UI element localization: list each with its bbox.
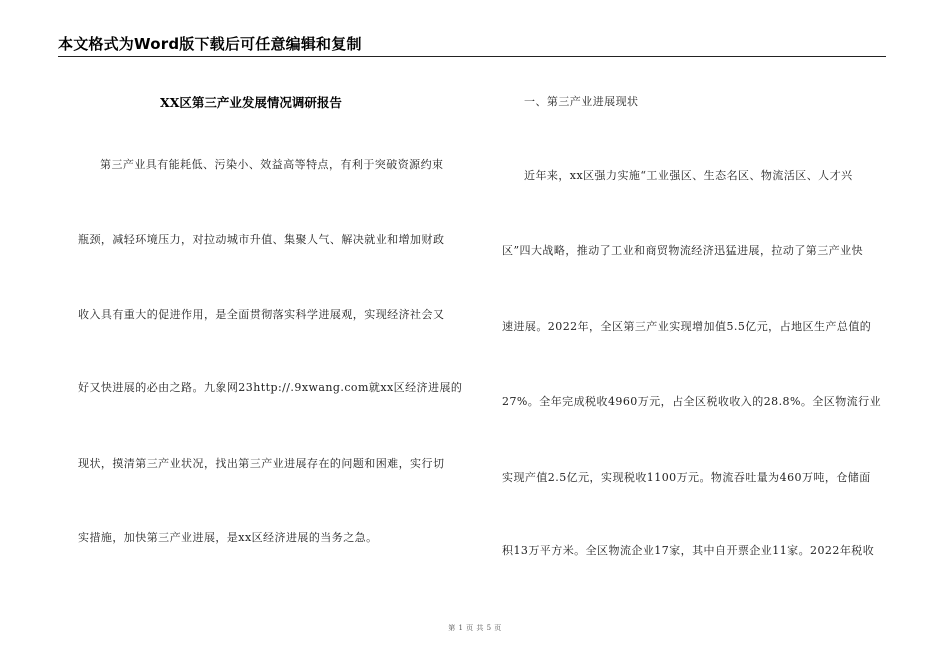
document-title: XX区第三产业发展情况调研报告: [160, 95, 342, 110]
paragraph-line: 积13万平方米。全区物流企业17家，其中自开票企业11家。2022年税收: [502, 544, 875, 557]
paragraph-line: 收入具有重大的促进作用，是全面贯彻落实科学进展观，实现经济社会又: [78, 308, 445, 321]
paragraph-line: 近年来，xx区强力实施“工业强区、生态名区、物流活区、人才兴: [524, 169, 853, 182]
paragraph-line: 实措施，加快第三产业进展，是xx区经济进展的当务之急。: [78, 531, 378, 544]
paragraph-line: 好又快进展的必由之路。九象网23http://.9xwang.com就xx区经济进展的: [78, 381, 463, 394]
paragraph-line: 现状，摸清第三产业状况，找出第三产业进展存在的问题和困难，实行切: [78, 457, 445, 470]
paragraph-line: 速进展。2022年，全区第三产业实现增加值5.5亿元，占地区生产总值的: [502, 320, 872, 333]
paragraph-line: 27%。全年完成税收4960万元，占全区税收收入的28.8%。全区物流行业: [502, 395, 882, 408]
paragraph-line: 第三产业具有能耗低、污染小、效益高等特点，有利于突破资源约束: [100, 158, 444, 171]
banner-divider: [58, 56, 886, 57]
paragraph-line: 实现产值2.5亿元，实现税收1100万元。物流吞吐量为460万吨，仓储面: [502, 471, 871, 484]
page-number: 第 1 页 共 5 页: [448, 624, 502, 632]
paragraph-line: 区”四大战略，推动了工业和商贸物流经济迅猛进展，拉动了第三产业快: [502, 244, 864, 257]
section-heading: 一、第三产业进展现状: [524, 95, 639, 108]
download-banner: 本文格式为Word版下载后可任意编辑和复制: [58, 35, 362, 53]
paragraph-line: 瓶颈，减轻环境压力，对拉动城市升值、集聚人气、解决就业和增加财政: [78, 233, 445, 246]
